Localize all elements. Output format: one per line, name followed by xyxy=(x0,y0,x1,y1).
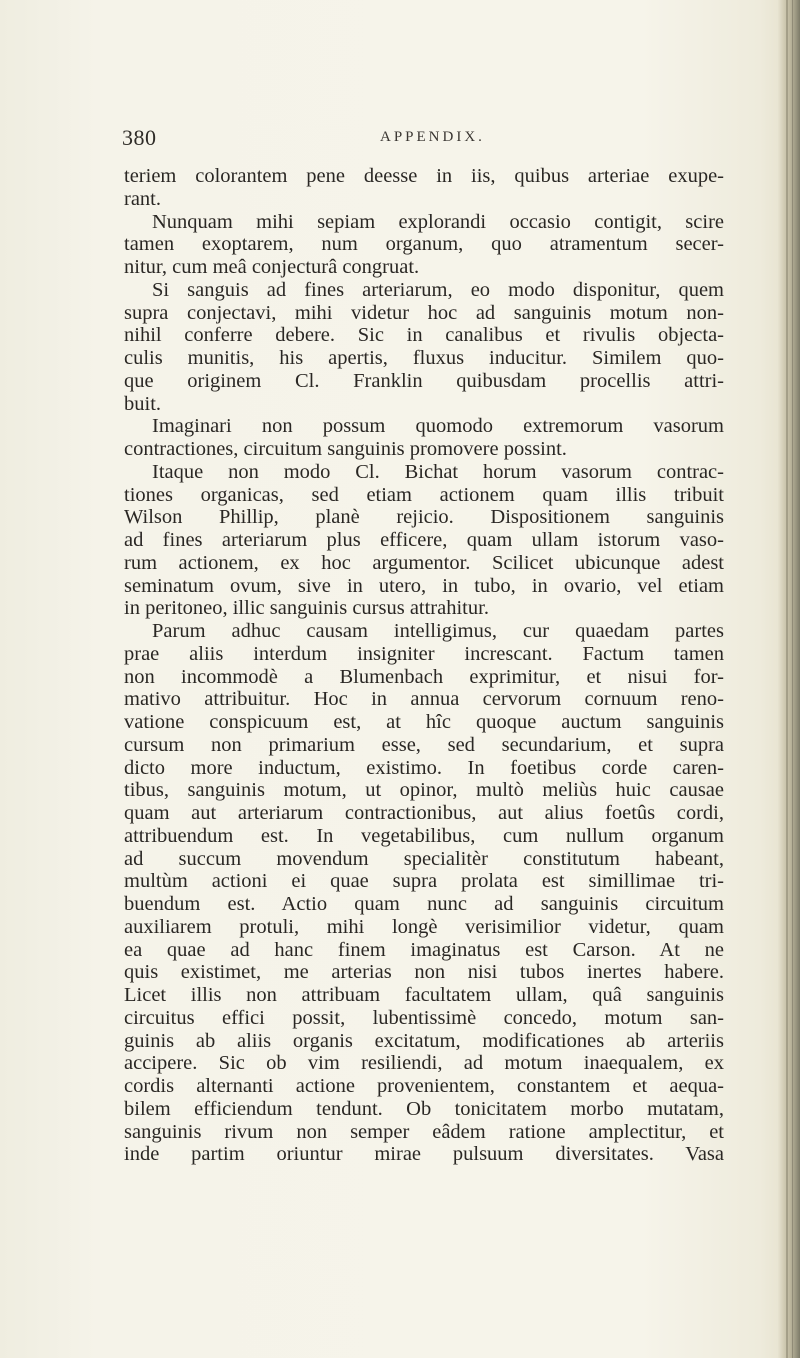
text-line: multùm actioni ei quae supra prolata est simillimae tri- xyxy=(124,870,724,893)
text-line: cursum non primarium esse, sed secundarium, et supra xyxy=(124,733,724,756)
running-head: APPENDIX. xyxy=(380,129,485,145)
text-line: vatione conspicuum est, at hîc quoque auctum sanguinis xyxy=(124,711,724,733)
text-line: bilem efficiendum tendunt. Ob tonicitatem morbo mutatam, xyxy=(124,1097,724,1120)
text-line: rant. xyxy=(124,187,161,210)
text-line: prae aliis interdum insigniter increscant. Factum tamen xyxy=(124,642,724,665)
text-line: buit. xyxy=(124,392,162,415)
text-line: que originem Cl. Franklin quibusdam procellis attri- xyxy=(124,369,724,392)
text-line: guinis ab aliis organis excitatum, modificationes ab arteriis xyxy=(124,1029,724,1052)
text-line: Si sanguis ad fines arteriarum, eo modo disponitur, quem xyxy=(152,278,724,301)
page-edge-shadow xyxy=(778,0,800,1358)
text-line: supra conjectavi, mihi videtur hoc ad sanguinis motum non- xyxy=(124,301,724,324)
text-line: ad succum movendum specialitèr constitutum habeant, xyxy=(124,847,724,870)
text-line: ea quae ad hanc finem imaginatus est Carson. At ne xyxy=(124,938,724,961)
text-line: attribuendum est. In vegetabilibus, cum nullum organum xyxy=(124,824,724,847)
text-line: Licet illis non attribuam facultatem ullam, quâ sanguinis xyxy=(124,984,724,1006)
text-line: inde partim oriuntur mirae pulsuum diversitates. Vasa xyxy=(124,1143,724,1166)
text-line: in peritoneo, illic sanguinis cursus attrahitur. xyxy=(124,597,489,620)
text-line: mativo attribuitur. Hoc in annua cervorum cornuum reno- xyxy=(124,688,724,711)
text-line: quis existimet, me arterias non nisi tubos inertes habere. xyxy=(124,961,724,984)
text-line: accipere. Sic ob vim resiliendi, ad motum inaequalem, ex xyxy=(124,1052,724,1075)
text-line: rum actionem, ex hoc argumentor. Scilicet ubicunque adest xyxy=(124,551,724,574)
text-line: sanguinis rivum non semper eâdem ratione amplectitur, et xyxy=(124,1120,724,1143)
text-line: Wilson Phillip, planè rejicio. Dispositionem sanguinis xyxy=(124,506,724,529)
text-line: contractiones, circuitum sanguinis promovere possint. xyxy=(124,438,567,460)
text-line: circuitus effici possit, lubentissimè concedo, motum san- xyxy=(124,1006,724,1029)
text-line: Imaginari non possum quomodo extremorum vasorum xyxy=(152,415,724,438)
text-line: Nunquam mihi sepiam explorandi occasio contigit, scire xyxy=(152,210,724,233)
page-number: 380 xyxy=(122,125,157,150)
text-line: buendum est. Actio quam nunc ad sanguinis circuitum xyxy=(124,893,724,915)
text-line: seminatum ovum, sive in utero, in tubo, in ovario, vel etiam xyxy=(124,574,724,597)
body-text xyxy=(124,165,724,1166)
text-line: Itaque non modo Cl. Bichat horum vasorum contrac- xyxy=(152,460,724,483)
text-line: cordis alternanti actione provenientem, constantem et aequa- xyxy=(124,1075,724,1097)
text-line: culis munitis, his apertis, fluxus inducitur. Similem quo- xyxy=(124,347,724,369)
text-line: ad fines arteriarum plus efficere, quam ullam istorum vaso- xyxy=(124,529,724,551)
text-line: tiones organicas, sed etiam actionem quam illis tribuit xyxy=(124,483,724,506)
text-line: auxiliarem protuli, mihi longè verisimilior videtur, quam xyxy=(124,915,724,938)
text-line: Parum adhuc causam intelligimus, cur quaedam partes xyxy=(152,620,724,642)
text-line: tamen exoptarem, num organum, quo atramentum secer- xyxy=(124,233,724,256)
text-line: dicto more inductum, existimo. In foetibus corde caren- xyxy=(124,756,724,779)
text-line: tibus, sanguinis motum, ut opinor, multò meliùs huic causae xyxy=(124,779,724,802)
text-line: non incommodè a Blumenbach exprimitur, et nisui for- xyxy=(124,665,724,688)
page-header xyxy=(122,125,722,155)
text-line: nihil conferre debere. Sic in canalibus et rivulis objecta- xyxy=(124,324,724,347)
text-line: teriem colorantem pene deesse in iis, quibus arteriae exupe- xyxy=(124,165,724,187)
text-line: quam aut arteriarum contractionibus, aut alius foetûs cordi, xyxy=(124,802,724,824)
text-line: nitur, cum meâ conjecturâ congruat. xyxy=(124,256,420,278)
